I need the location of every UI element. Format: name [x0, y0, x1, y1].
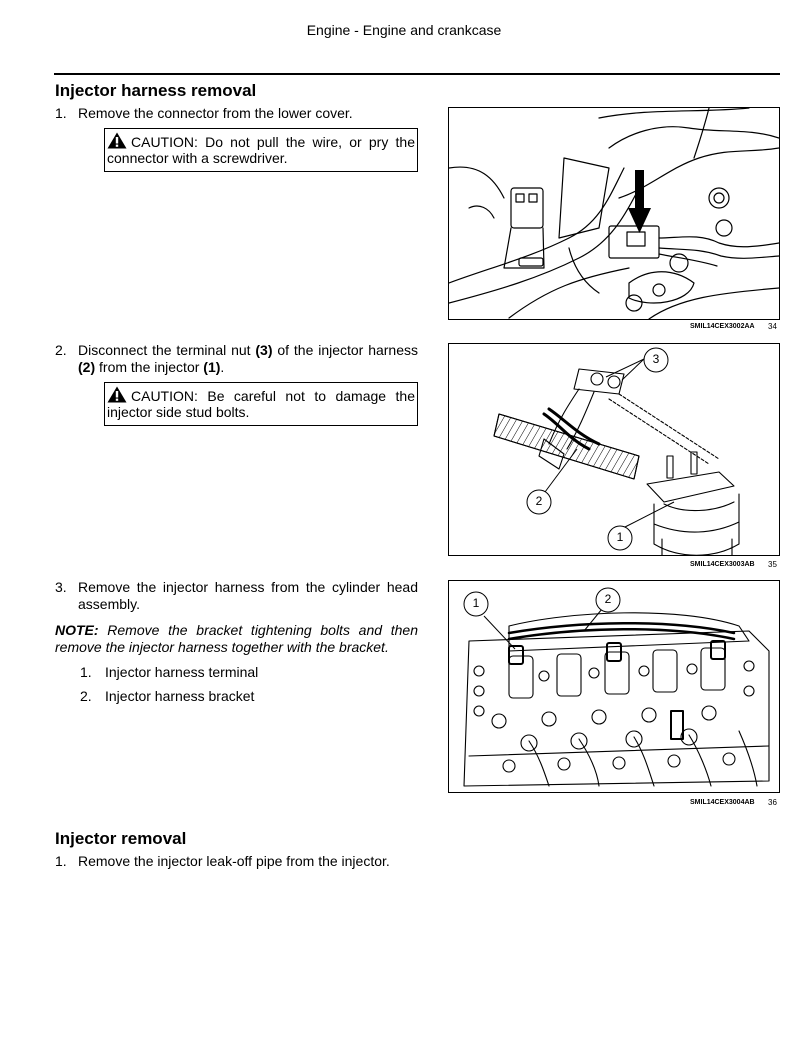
figure-34 — [448, 107, 780, 320]
legend-number: 1. — [80, 664, 92, 680]
figure-34-number: 34 — [768, 322, 777, 331]
figure-36-code: SMIL14CEX3004AB — [690, 799, 755, 806]
step-text-part: . — [220, 359, 225, 375]
figure-35 — [448, 343, 780, 556]
running-header: Engine - Engine and crankcase — [306, 22, 502, 38]
figure-36-illustration — [449, 581, 779, 792]
step-text: Remove the injector harness from the cylinder head assembly. — [78, 579, 418, 612]
step-1 — [55, 105, 420, 123]
note-label: NOTE: — [55, 622, 99, 638]
section-title-harness: Injector harness removal — [55, 81, 257, 100]
figure-35-illustration — [449, 344, 779, 555]
caution-box-2 — [104, 382, 418, 426]
step-text-part: from the injector — [95, 359, 204, 375]
legend-item-1 — [80, 664, 380, 684]
step-text-part: Disconnect the terminal nut — [78, 342, 256, 358]
note-text: Remove the bracket tightening bolts and then remove the injector harness together with the bracket. — [55, 622, 418, 655]
step-text: Remove the connector from the lower cover. — [78, 105, 353, 121]
caution-text-2: CAUTION: Be careful not to damage the injector side stud bolts. — [107, 388, 415, 420]
header-rule — [54, 73, 780, 75]
figure-35-code: SMIL14CEX3003AB — [690, 561, 755, 568]
step-text — [78, 342, 418, 376]
callout-label: 2 — [535, 494, 543, 508]
ref-1: (1) — [203, 359, 221, 375]
step-1-injector — [55, 853, 455, 871]
callout-label: 2 — [604, 592, 612, 606]
step-number: 1. — [55, 105, 67, 121]
warning-triangle-icon — [107, 386, 127, 403]
ref-2: (2) — [78, 359, 96, 375]
figure-36 — [448, 580, 780, 793]
callout-label: 1 — [616, 530, 624, 544]
figure-35-number: 35 — [768, 560, 777, 569]
step-text-part: of the injector harness — [272, 342, 419, 358]
warning-triangle-icon — [107, 132, 127, 149]
figure-36-number: 36 — [768, 798, 777, 807]
figure-34-code: SMIL14CEX3002AA — [690, 323, 755, 330]
section-title-injector: Injector removal — [55, 829, 187, 848]
legend-text: Injector harness terminal — [105, 664, 259, 680]
step-2 — [55, 342, 420, 378]
figure-34-illustration — [449, 108, 779, 319]
caution-text-1: CAUTION: Do not pull the wire, or pry the connector with a screwdriver. — [107, 134, 415, 166]
step-3 — [55, 579, 420, 615]
callout-label: 3 — [652, 352, 660, 366]
step-number: 1. — [55, 853, 67, 869]
caution-box-1 — [104, 128, 418, 172]
legend-item-2 — [80, 688, 380, 708]
callout-label: 1 — [472, 596, 480, 610]
legend-number: 2. — [80, 688, 92, 704]
step-text: Remove the injector leak-off pipe from the injector. — [78, 853, 390, 869]
note — [55, 622, 418, 656]
step-number: 3. — [55, 579, 67, 595]
step-number: 2. — [55, 342, 67, 358]
ref-3: (3) — [255, 342, 273, 358]
legend-text: Injector harness bracket — [105, 688, 255, 704]
